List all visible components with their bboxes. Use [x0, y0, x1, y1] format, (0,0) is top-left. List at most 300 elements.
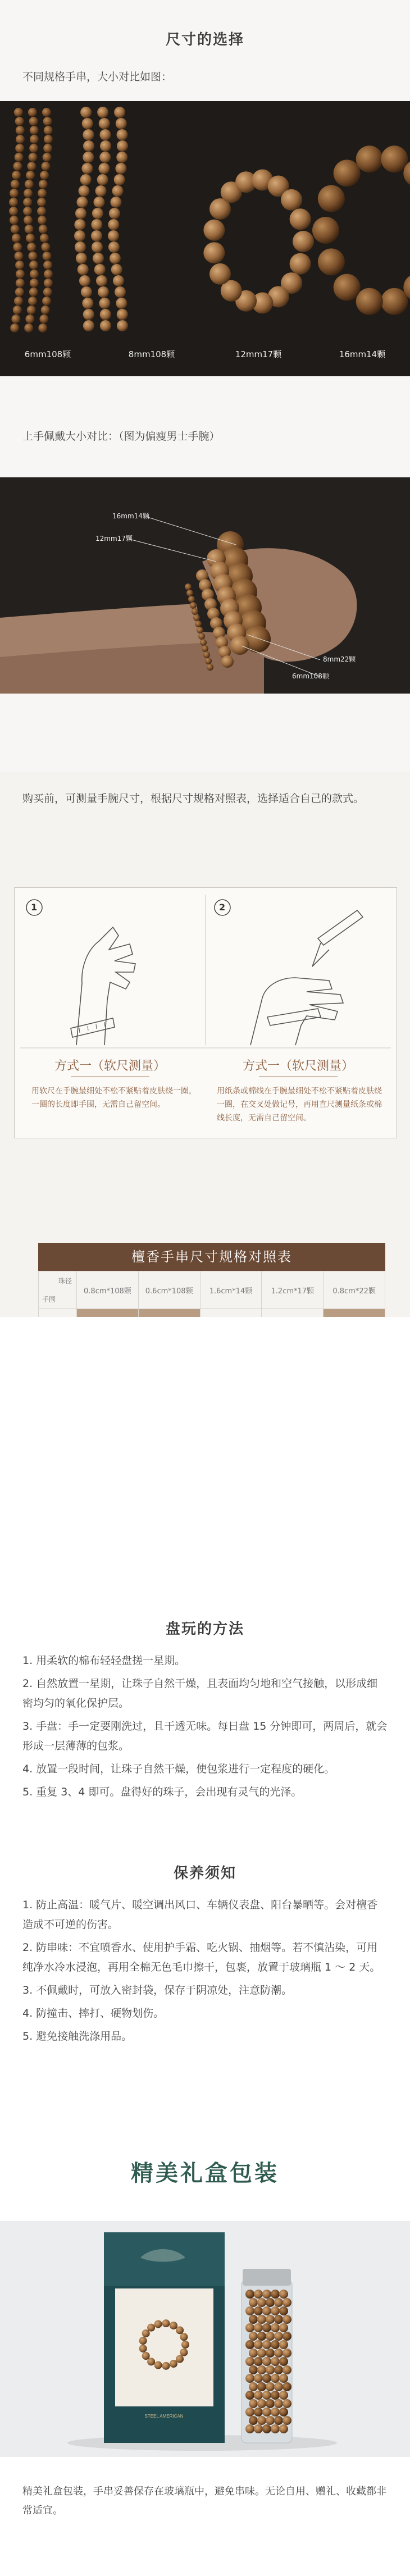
bead-shape: [11, 225, 20, 234]
bead-shape: [154, 2320, 162, 2328]
bead-shape: [92, 208, 103, 219]
bead-shape: [186, 590, 193, 596]
size-section-title: 尺寸的选择: [165, 31, 244, 48]
bead-shape: [279, 2290, 288, 2299]
bead-shape: [100, 320, 111, 331]
list-item: 4. 放置一段时间，让珠子自然干燥，使包浆进行一定程度的硬化。: [22, 1763, 335, 1775]
bead-shape: [80, 174, 92, 185]
bead-shape: [271, 2391, 280, 2400]
bead-shape: [262, 2391, 271, 2400]
bead-shape: [180, 2333, 188, 2341]
bead-shape: [279, 2408, 288, 2417]
bead-shape: [16, 135, 25, 144]
bead-shape: [271, 2408, 280, 2417]
bead-shape: [116, 298, 127, 309]
bead-shape: [43, 117, 52, 126]
bead-shape: [381, 145, 408, 172]
bead-shape: [271, 2374, 280, 2383]
bead-shape: [16, 279, 25, 288]
bead-shape: [266, 2298, 275, 2307]
bead-shape: [14, 252, 23, 261]
bead-shape: [99, 129, 111, 140]
bead-shape: [257, 2349, 266, 2358]
bead-shape: [262, 2323, 271, 2332]
bead-shape: [230, 636, 249, 655]
bead-shape: [257, 2332, 266, 2341]
bead-shape: [91, 230, 102, 241]
bead-shape: [39, 180, 48, 189]
bead-shape: [271, 2357, 280, 2366]
bead-shape: [245, 2290, 254, 2299]
bead-shape: [91, 219, 102, 230]
bead-shape: [205, 658, 212, 664]
bead-shape: [116, 129, 127, 140]
bead-shape: [257, 2365, 266, 2374]
bead-shape: [94, 264, 106, 275]
list-item: 5. 避免接触洗涤用品。: [22, 2030, 133, 2042]
wrist-intro-text: 上手佩戴大小对比：（图为偏瘦男士手腕）: [22, 430, 220, 443]
bead-shape: [99, 152, 111, 163]
bead-shape: [13, 243, 22, 252]
bead-shape: [185, 583, 192, 590]
bead-shape: [37, 198, 46, 207]
bead-shape: [262, 2408, 271, 2417]
bead-shape: [249, 2298, 258, 2307]
bead-shape: [29, 144, 38, 153]
bead-shape: [356, 145, 383, 172]
bead-shape: [44, 279, 53, 288]
bead-shape: [10, 216, 19, 225]
bead-shape: [147, 2358, 155, 2365]
bead-shape: [117, 140, 128, 152]
bead-shape: [23, 198, 32, 207]
bead-shape: [16, 270, 25, 279]
bead-shape: [257, 2315, 266, 2324]
bead-shape: [262, 2340, 271, 2349]
bead-shape: [26, 234, 35, 243]
bead-shape: [38, 216, 47, 225]
bead-shape: [245, 2408, 254, 2417]
bead-shape: [381, 288, 408, 315]
bead-shape: [83, 320, 94, 331]
bead-shape: [10, 189, 19, 198]
bead-shape: [108, 230, 119, 241]
bead-shape: [290, 208, 311, 230]
bead-shape: [15, 144, 24, 153]
bead-shape: [16, 126, 25, 135]
bead-shape: [334, 159, 361, 186]
size-section: [0, 0, 410, 772]
bead-shape: [290, 253, 311, 275]
bead-shape: [281, 189, 302, 211]
list-item: 4. 防撞击、摔打、硬物划伤。: [22, 2007, 165, 2019]
bead-shape: [202, 645, 208, 652]
bead-shape: [190, 602, 197, 609]
bead-shape: [266, 2416, 275, 2425]
bead-shape: [262, 2290, 271, 2299]
bead-shape: [176, 2355, 184, 2363]
bead-shape: [334, 274, 361, 301]
bead-shape: [154, 2361, 162, 2369]
bead-shape: [93, 197, 104, 208]
bead-shape: [193, 614, 200, 621]
bead-shape: [266, 2382, 275, 2391]
bead-shape: [245, 2391, 254, 2400]
bead-shape: [28, 108, 37, 117]
bead-shape: [279, 2306, 288, 2315]
bead-shape: [249, 2332, 258, 2341]
method2-divider: [259, 1076, 338, 1077]
care-section-title: 保养须知: [173, 1865, 236, 1882]
bead-shape: [37, 207, 46, 216]
bead-shape: [293, 231, 314, 252]
bead-shape: [271, 2306, 280, 2315]
bead-shape: [95, 185, 107, 197]
bead-shape: [42, 252, 51, 261]
bead-shape: [117, 309, 128, 320]
bead-shape: [356, 288, 383, 315]
bead-shape: [249, 2315, 258, 2324]
bead-shape: [14, 108, 23, 117]
bead-shape: [82, 118, 93, 129]
bead-shape: [257, 2416, 266, 2425]
size-label-8mm: 8mm108颗: [128, 349, 175, 359]
bead-shape: [108, 219, 119, 230]
bead-shape: [80, 107, 92, 118]
list-item: 3. 手盘：手一定要刚洗过，且干透无味。每日盘 15 分钟即可，两周后，就会形成一层薄薄的包浆。: [22, 1720, 388, 1752]
bead-shape: [110, 253, 121, 264]
bead-shape: [245, 2323, 254, 2332]
bead-shape: [76, 197, 88, 208]
bead-shape: [266, 2399, 275, 2408]
bead-shape: [192, 608, 198, 615]
bead-shape: [249, 2399, 258, 2408]
bead-shape: [29, 117, 38, 126]
step1-number: 1: [31, 902, 38, 913]
size-label-6mm: 6mm108颗: [24, 349, 71, 359]
bead-shape: [15, 261, 24, 270]
bead-shape: [29, 261, 38, 270]
size-label-12mm: 12mm17颗: [235, 349, 282, 359]
bead-shape: [170, 2360, 177, 2368]
bead-shape: [12, 171, 21, 180]
bead-shape: [254, 2323, 263, 2332]
bead-shape: [245, 2357, 254, 2366]
bead-shape: [99, 118, 110, 129]
bead-shape: [254, 2306, 263, 2315]
bead-shape: [274, 2298, 283, 2307]
bead-shape: [279, 2340, 288, 2349]
play-method-list: [22, 1651, 388, 1806]
bead-shape: [271, 2424, 280, 2433]
bead-shape: [13, 162, 22, 171]
wrist-label-6mm: 6mm108颗: [292, 672, 329, 680]
bead-shape: [9, 198, 18, 207]
bead-shape: [30, 270, 39, 279]
bead-shape: [116, 152, 127, 163]
bead-shape: [43, 261, 52, 270]
bead-shape: [93, 253, 104, 264]
bead-shape: [279, 2357, 288, 2366]
bead-shape: [274, 2416, 283, 2425]
bead-shape: [76, 253, 87, 264]
bead-shape: [78, 264, 89, 275]
bead-shape: [83, 309, 94, 320]
size-intro-text: 不同规格手串，大小对比如图：: [22, 71, 172, 83]
bead-shape: [254, 2340, 263, 2349]
bead-shape: [262, 2357, 271, 2366]
bead-shape: [75, 208, 86, 219]
bead-shape: [99, 298, 110, 309]
corner-label-wrist-size: 手围: [42, 1296, 56, 1303]
column-header: 0.8cm*108颗: [77, 1271, 139, 1309]
bead-shape: [249, 2382, 258, 2391]
bead-shape: [24, 189, 33, 198]
bead-shape: [24, 323, 33, 332]
bead-shape: [92, 241, 103, 253]
bead-shape: [198, 633, 205, 640]
bead-shape: [25, 180, 34, 189]
measure-section: [0, 772, 410, 1317]
bead-shape: [24, 216, 33, 225]
bead-shape: [81, 286, 92, 298]
bead-shape: [30, 126, 39, 135]
size-label-16mm: 16mm14颗: [339, 349, 386, 359]
bead-shape: [117, 320, 128, 331]
bead-shape: [44, 270, 53, 279]
bead-shape: [100, 309, 111, 320]
bead-shape: [40, 171, 49, 180]
bead-shape: [283, 2349, 291, 2358]
bead-shape: [114, 107, 125, 118]
bead-shape: [249, 2365, 258, 2374]
table-corner-cell: [39, 1271, 77, 1309]
bead-shape: [38, 323, 47, 332]
bead-shape: [82, 298, 93, 309]
bead-shape: [116, 118, 127, 129]
bead-shape: [112, 185, 124, 197]
bead-shape: [318, 185, 345, 212]
bead-shape: [266, 2349, 275, 2358]
bead-shape: [266, 2315, 275, 2324]
bead-shape: [221, 655, 234, 668]
bead-shape: [41, 162, 50, 171]
bead-shape: [23, 207, 32, 216]
bead-shape: [200, 639, 207, 646]
list-item: 1. 防止高温：暖气片、暖空调出风口、车辆仪表盘、阳台暴晒等。会对檀香造成不可逆的伤害。: [22, 1899, 378, 1931]
bead-shape: [97, 107, 108, 118]
bead-shape: [254, 2408, 263, 2417]
bead-shape: [139, 2345, 147, 2352]
bead-shape: [283, 2332, 291, 2341]
bead-shape: [11, 314, 20, 323]
wrist-label-16mm: 16mm14颗: [112, 512, 149, 520]
bead-shape: [283, 2416, 291, 2425]
column-header: 1.6cm*14颗: [200, 1271, 262, 1309]
bead-shape: [41, 306, 50, 314]
gift-box-photo: [0, 2221, 410, 2457]
bead-shape: [312, 217, 339, 244]
bead-shape: [283, 2399, 291, 2408]
bead-shape: [114, 174, 125, 185]
bead-shape: [266, 2332, 275, 2341]
play-section-title: 盘玩的方法: [165, 1621, 244, 1638]
bead-shape: [44, 135, 53, 144]
bead-shape: [249, 2349, 258, 2358]
method2-description: 用纸条或棉线在手腕最细处不松不紧贴着皮肤绕一圈，在交叉处做记号，再用直尺测量纸条或棉线长度，无需自己留空间。: [217, 1087, 382, 1123]
bead-shape: [203, 242, 225, 263]
bead-shape: [29, 153, 38, 162]
bead-shape: [274, 2332, 283, 2341]
bead-shape: [279, 2374, 288, 2383]
bead-shape: [318, 248, 345, 275]
bead-shape: [245, 2424, 254, 2433]
bead-shape: [115, 163, 126, 174]
buy-advice-text: 购买前，可测量手腕尺寸，根据尺寸规格对照表，选择适合自己的款式。: [22, 792, 365, 805]
bead-shape: [97, 174, 108, 185]
bead-shape: [74, 230, 85, 241]
bead-shape: [207, 664, 213, 671]
bead-shape: [15, 117, 24, 126]
bead-shape: [257, 2399, 266, 2408]
bead-shape: [98, 286, 109, 298]
bead-shape: [254, 2357, 263, 2366]
bead-shape: [254, 2391, 263, 2400]
measure-guide-panel: [14, 887, 397, 1138]
bead-shape: [274, 2349, 283, 2358]
bead-shape: [15, 288, 24, 297]
bead-shape: [203, 651, 210, 658]
bead-shape: [111, 264, 122, 275]
method2-title: 方式一（软尺测量）: [242, 1059, 354, 1073]
bead-shape: [245, 2306, 254, 2315]
bead-shape: [38, 189, 47, 198]
bead-shape: [110, 197, 121, 208]
bead-shape: [11, 180, 20, 189]
method1-description: 用软尺在手腕最细处不松不紧贴着皮肤绕一圈，一圈的长度即手围，无需自己留空间。: [31, 1087, 197, 1109]
bead-shape: [139, 2337, 147, 2345]
bead-shape: [9, 207, 18, 216]
bead-shape: [43, 153, 52, 162]
bead-shape: [257, 2382, 266, 2391]
wrist-label-8mm: 8mm22颗: [323, 655, 356, 663]
list-item: 2. 防串味：不宜喷香水、使用护手霜、吃火锅、抽烟等。若不慎沾染，可用纯净水冷水浸泡，再用全棉无色毛巾擦干，包裹，放置于玻璃瓶 1 ～ 2 天。: [22, 1941, 381, 1973]
list-item: 5. 重复 3、4 即可。盘得好的珠子，会出现有灵气的光泽。: [22, 1786, 302, 1798]
bead-shape: [274, 2315, 283, 2324]
bead-shape: [79, 275, 90, 286]
bead-shape: [279, 2323, 288, 2332]
bead-shape: [83, 140, 94, 152]
wrist-label-12mm: 12mm17颗: [95, 535, 133, 542]
bead-shape: [142, 2329, 150, 2337]
corner-label-bead-diameter: 珠径: [58, 1277, 72, 1285]
bead-shape: [266, 2365, 275, 2374]
list-item: 1. 用柔软的棉布轻轻盘搓一星期。: [22, 1654, 186, 1667]
list-item: 2. 自然放置一星期，让珠子自然干燥，且表面均匀地和空气接触，以形成细密均匀的氧化保护层。: [22, 1677, 378, 1709]
bead-shape: [43, 288, 52, 297]
bead-shape: [108, 241, 120, 253]
bead-shape: [12, 234, 21, 243]
bead-shape: [283, 2382, 291, 2391]
bead-shape: [81, 163, 93, 174]
bead-shape: [113, 275, 124, 286]
bead-shape: [26, 171, 35, 180]
column-header: 0.6cm*108颗: [138, 1271, 200, 1309]
bead-shape: [188, 596, 195, 603]
bead-shape: [14, 297, 23, 306]
bead-strands-illustration: [0, 101, 410, 376]
column-header: 0.8cm*22颗: [324, 1271, 385, 1309]
list-item: 3. 不佩戴时，可放入密封袋，保存于阴凉处，注意防潮。: [22, 1984, 293, 1996]
bead-shape: [180, 2349, 188, 2356]
bead-shape: [27, 162, 36, 171]
bead-shape: [195, 621, 202, 627]
bead-shape: [274, 2365, 283, 2374]
bead-shape: [27, 243, 36, 252]
bead-shape: [96, 275, 107, 286]
bead-shape: [109, 208, 120, 219]
bead-shape: [249, 2416, 258, 2425]
bead-shape: [162, 2362, 170, 2370]
bead-shape: [15, 153, 24, 162]
box-brand-text: STEEL AMERICAN: [144, 2414, 184, 2419]
bead-shape: [40, 234, 49, 243]
bead-shape: [100, 140, 111, 152]
bead-shape: [274, 2399, 283, 2408]
bead-shape: [30, 279, 39, 288]
bead-shape: [279, 2424, 288, 2433]
bead-shape: [271, 2290, 280, 2299]
bead-size-comparison-photo: [0, 101, 410, 376]
bead-shape: [83, 129, 94, 140]
bead-shape: [271, 2323, 280, 2332]
method1-divider: [71, 1076, 149, 1077]
gift-section-title: 精美礼盒包装: [131, 2160, 279, 2186]
bead-shape: [28, 297, 37, 306]
bead-shape: [254, 2374, 263, 2383]
bead-shape: [41, 243, 50, 252]
bead-shape: [75, 241, 86, 253]
bead-shape: [262, 2424, 271, 2433]
bead-shape: [30, 135, 39, 144]
wrist-wearing-photo: [0, 477, 410, 694]
bead-shape: [162, 2319, 170, 2327]
bead-shape: [115, 286, 126, 298]
bead-shape: [283, 2315, 291, 2324]
bead-shape: [181, 2341, 189, 2349]
bead-shape: [279, 2391, 288, 2400]
bead-shape: [27, 306, 36, 314]
bead-shape: [25, 314, 34, 323]
table-header-row: [39, 1271, 385, 1309]
bead-shape: [209, 263, 231, 285]
gift-description-text: 精美礼盒包装，手串妥善保存在玻璃瓶中，避免串味。无论自用、赠礼、收藏都非常适宜。: [22, 2486, 386, 2516]
bead-shape: [43, 144, 52, 153]
bead-shape: [245, 2374, 254, 2383]
bead-shape: [74, 219, 85, 230]
bead-shape: [98, 163, 110, 174]
bead-shape: [13, 306, 22, 314]
bead-shape: [29, 288, 38, 297]
bead-shape: [197, 627, 203, 633]
bead-shape: [42, 108, 51, 117]
bead-shape: [25, 225, 34, 234]
bead-shape: [39, 225, 48, 234]
bead-shape: [283, 2298, 291, 2307]
bead-shape: [28, 252, 37, 261]
bead-shape: [170, 2322, 177, 2329]
step2-number: 2: [219, 902, 226, 913]
